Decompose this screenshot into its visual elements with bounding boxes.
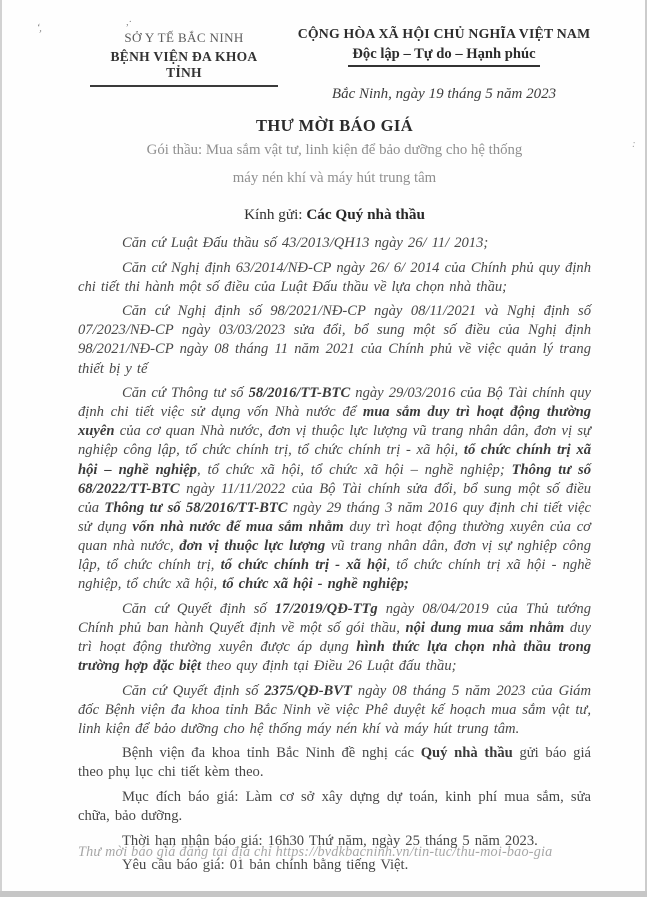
salutation-line: [78, 206, 591, 224]
emphasized-text: vốn nhà nước để mua sắm nhằm: [132, 518, 344, 535]
emphasized-text: Thông tư số 68/2022/TT-BTC: [78, 461, 592, 497]
emphasized-text: hình thức lựa chọn nhà thầu trong trường hợp đặc biệt: [78, 638, 591, 674]
paragraph-text: vũ trang nhân dân, đơn vị sự nghiệp công lập, tổ chức chính trị,: [78, 537, 591, 573]
emphasized-text: mua sắm duy trì hoạt động thường xuyên: [78, 404, 591, 440]
scan-noise-mark: ʻ,: [35, 21, 44, 35]
paragraph-text: Bệnh viện đa khoa tỉnh Bắc Ninh đề nghị các: [122, 745, 421, 762]
paragraph-text: Căn cứ Luật Đấu thầu số 43/2013/QH13 ngày 26/ 11/ 2013;: [122, 235, 489, 251]
parent-agency-name: SỞ Y TẾ BẮC NINH: [124, 30, 244, 45]
paragraph-text: gửi báo giá theo phụ lục chi tiết kèm theo.: [78, 745, 591, 781]
paragraph-text: Căn cứ Quyết định số: [122, 682, 265, 699]
paragraph-text: theo quy định tại Điều 26 Luật đấu thầu;: [201, 657, 457, 674]
scan-edge-left: [0, 0, 2, 897]
paragraph-text: Căn cứ Nghị định số 98/2021/NĐ-CP ngày 08/11/2021 và Nghị định số 07/2023/NĐ-CP ngày 03/03/2023 sửa đổi, bổ sung một số điều của Nghị định 98/2021/NĐ-CP ngày 08 tháng 11 năm 2021 của Chính phủ về việc quản lý trang thiết bị y tế: [78, 303, 591, 377]
national-header-block: [288, 26, 600, 67]
paragraph-text: Thời hạn nhận báo giá: 16h30 Thứ năm, ngày 25 tháng 5 năm 2023.: [122, 832, 538, 849]
paragraph-text: ngày 08/04/2019 của Thủ tướng Chính phủ ban hành Quyết định về một số gói thầu,: [78, 600, 591, 636]
paragraph-text: Căn cứ Nghị định 63/2014/NĐ-CP ngày 26/ 6/ 2014 của Chính phủ quy định chi tiết thi hành một số điều của Luật Đấu thầu về lựa chọn nhà thầu;: [78, 259, 591, 295]
national-title: CỘNG HÒA XÃ HỘI CHỦ NGHĨA VIỆT NAM: [297, 26, 591, 41]
scan-noise-mark: ,·: [126, 16, 132, 28]
paragraph-text: Căn cứ Thông tư số: [122, 385, 249, 402]
paragraph-text: duy trì hoạt động thường xuyên được áp dụng: [78, 619, 592, 655]
package-subtitle-line1: Gói thầu: Mua sắm vật tư, linh kiện để bảo dưỡng cho hệ thống: [146, 142, 523, 158]
issuing-agency-block: [90, 30, 278, 87]
paragraph-text: , tổ chức xã hội, tổ chức xã hội – nghề nghiệp;: [196, 461, 512, 478]
national-motto: Độc lập – Tự do – Hạnh phúc: [348, 45, 539, 67]
emphasized-text: tổ chức xã hội - nghề nghiệp;: [222, 576, 409, 593]
hospital-name: BỆNH VIỆN ĐA KHOA TỈNH: [90, 47, 278, 87]
emphasized-text: Quý nhà thầu: [420, 745, 513, 762]
package-subtitle-line2: máy nén khí và máy hút trung tâm: [232, 170, 437, 186]
body-paragraph: [78, 744, 591, 782]
emphasized-text: Thông tư số 58/2016/TT-BTC: [104, 499, 288, 516]
salutation-prefix: Kính gửi:: [244, 206, 307, 223]
paragraph-text: duy trì hoạt động thường xuyên của cơ quan nhà nước,: [78, 518, 591, 554]
footer-posting-note: Thư mời báo giá đăng tại địa chỉ https://bvdkbacninh.vn/tin-tuc/thu-moi-bao-gia: [78, 844, 553, 860]
body-paragraph: [78, 600, 591, 676]
paragraph-text: , tổ chức chính trị xã hội - nghề nghiệp, tổ chức xã hội,: [78, 557, 591, 593]
scan-edge-bottom: [0, 891, 647, 897]
paragraph-text: Yêu cầu báo giá: 01 bản chính bằng tiếng Việt.: [122, 857, 409, 874]
emphasized-text: 2375/QĐ-BVT: [264, 682, 352, 699]
emphasized-text: tổ chức chính trị xã hội – nghề nghiệp: [78, 442, 591, 478]
emphasized-text: 17/2019/QĐ-TTg: [274, 600, 378, 617]
emphasized-text: đơn vị thuộc lực lượng: [179, 537, 326, 554]
body-paragraph: [78, 682, 591, 739]
body-paragraph: [78, 788, 591, 826]
body-paragraph: [78, 259, 591, 297]
paragraph-text: ngày 11/11/2022 của Bộ Tài chính sửa đổi, bổ sung một số điều của: [78, 480, 591, 516]
paragraph-text: ngày 08 tháng 5 năm 2023 của Giám đốc Bệnh viện đa khoa tỉnh Bắc Ninh về việc Phê duyệt kế hoạch mua sắm vật tư, linh kiện để bảo dưỡng cho hệ thống máy nén khí và máy hút trung tâm.: [78, 682, 591, 737]
body-paragraph: [78, 302, 591, 378]
paragraph-text: ngày 29 tháng 3 năm 2016 quy định chi tiết việc sử dụng: [78, 499, 591, 535]
paragraph-text: Mục đích báo giá: Làm cơ sở xây dựng dự toán, kinh phí mua sắm, sửa chữa, bảo dưỡng.: [78, 789, 591, 825]
emphasized-text: 58/2016/TT-BTC: [248, 385, 351, 402]
scan-noise-mark: :: [632, 138, 636, 150]
emphasized-text: nội dung mua sắm nhằm: [405, 619, 565, 636]
salutation-recipient: Các Quý nhà thầu: [306, 206, 425, 223]
emphasized-text: tổ chức chính trị - xã hội: [220, 557, 387, 573]
paragraph-text: ngày 29/03/2016 của Bộ Tài chính quy định chi tiết việc sử dụng vốn Nhà nước để: [78, 385, 591, 421]
paragraph-text: Căn cứ Quyết định số: [122, 600, 275, 617]
document-title: THƯ MỜI BÁO GIÁ: [255, 116, 414, 135]
document-body: [78, 234, 591, 881]
paragraph-text: của cơ quan Nhà nước, đơn vị thuộc lực lượng vũ trang nhân dân, đơn vị sự nghiệp công lập, tổ chức chính trị, tổ chức chính trị - xã hội,: [78, 423, 591, 459]
place-and-date-line: Bắc Ninh, ngày 19 tháng 5 năm 2023: [331, 86, 557, 102]
body-paragraph: [78, 234, 591, 253]
body-paragraph: [78, 384, 591, 594]
